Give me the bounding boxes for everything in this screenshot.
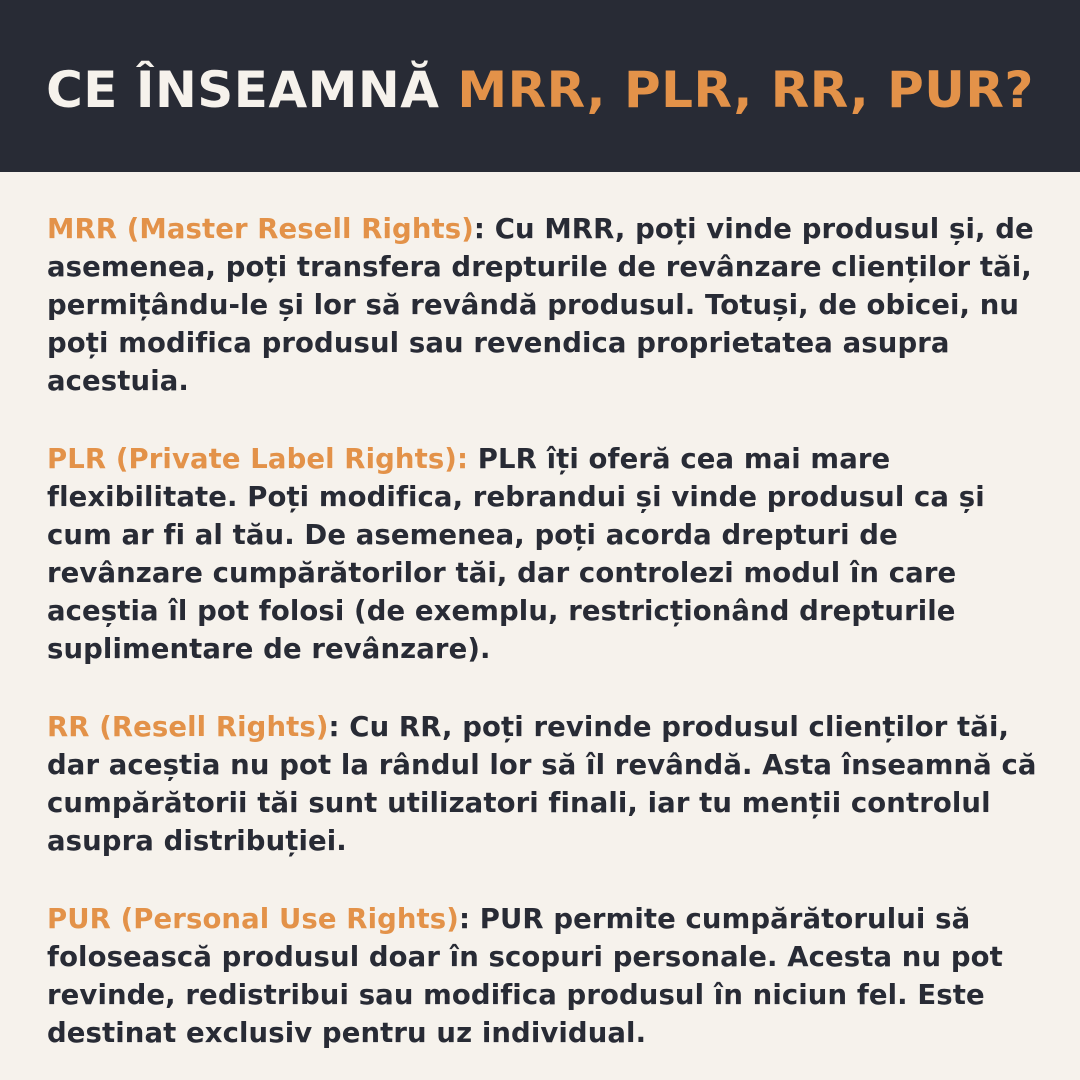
term-plr: PLR (Private Label Rights): bbox=[47, 443, 469, 475]
definition-plr bbox=[47, 440, 1047, 668]
description-plr: PLR îți oferă cea mai mare flexibilitate. Poți modifica, rebrandui și vinde produsul ca și cum ar fi al tău. De asemenea, poți acorda drepturi de revânzare cumpărătorilor tăi, dar controlezi modul în care aceștia îl pot folosi (de exemplu, restricționând drepturile suplimentare de revânzare). bbox=[47, 443, 985, 665]
term-rr: RR (Resell Rights) bbox=[47, 711, 329, 743]
separator-rr: : bbox=[328, 711, 340, 743]
title-highlight: MRR, PLR, RR, PUR? bbox=[457, 61, 1034, 119]
header-banner bbox=[0, 0, 1080, 172]
separator-pur: : bbox=[458, 903, 471, 935]
description-pur: PUR permite cumpărătorului să folosească produsul doar în scopuri personale. Acesta nu pot revinde, redistribui sau modifica produsul în niciun fel. Este destinat exclusiv pentru uz individual. bbox=[47, 903, 1003, 1049]
term-mrr: MRR (Master Resell Rights) bbox=[47, 213, 474, 245]
title-prefix: CE ÎNSEAMNĂ bbox=[46, 61, 458, 119]
description-rr: Cu RR, poți revinde produsul clienților tăi, dar aceștia nu pot la rândul lor să îl revândă. Asta înseamnă că cumpărătorii tăi sunt utilizatori finali, iar tu menții controlul asupra distribuției. bbox=[47, 711, 1037, 857]
separator-mrr: : bbox=[473, 213, 486, 245]
definition-rr bbox=[47, 708, 1047, 860]
page-title bbox=[46, 61, 1034, 119]
definitions-list bbox=[47, 210, 1047, 1052]
definition-pur bbox=[47, 900, 1047, 1052]
description-mrr: Cu MRR, poți vinde produsul și, de asemenea, poți transfera drepturile de revânzare clienților tăi, permițându-le și lor să revândă produsul. Totuși, de obicei, nu poți modifica produsul sau revendica proprietatea asupra acestuia. bbox=[47, 213, 1034, 397]
definition-mrr bbox=[47, 210, 1047, 400]
term-pur: PUR (Personal Use Rights) bbox=[47, 903, 459, 935]
